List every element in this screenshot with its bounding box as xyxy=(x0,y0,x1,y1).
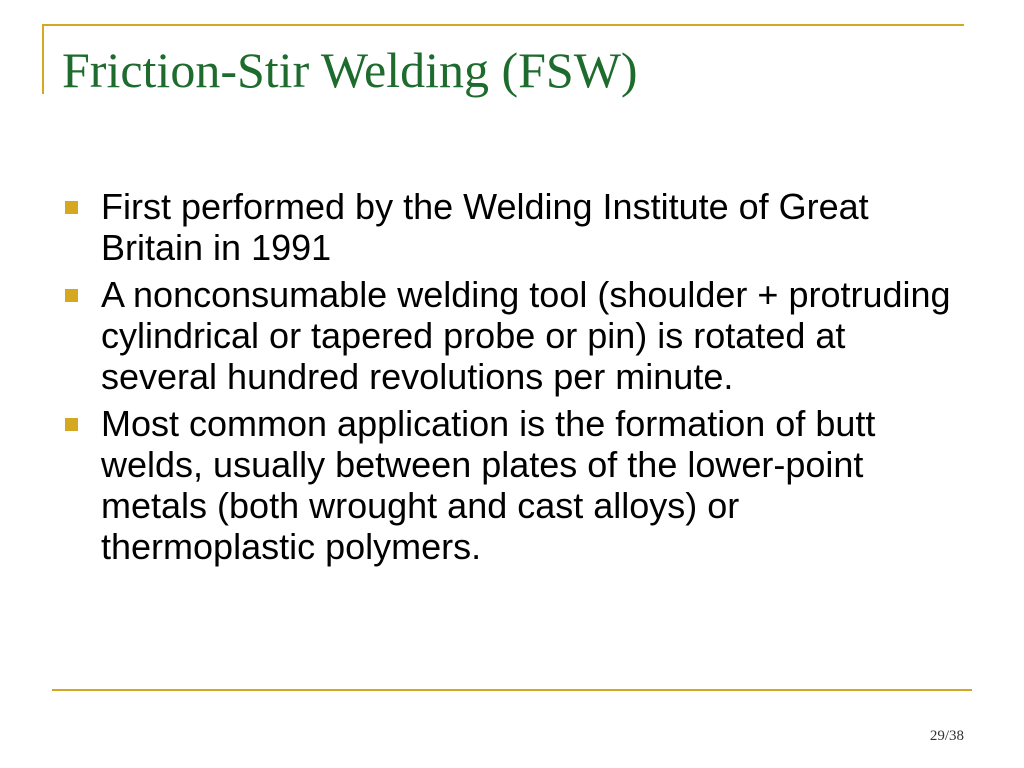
bullet-item xyxy=(62,274,962,397)
bullet-item xyxy=(62,403,962,567)
frame-top-line xyxy=(42,24,964,26)
bullet-text: First performed by the Welding Institute of Great Britain in 1991 xyxy=(101,186,869,268)
square-bullet-icon xyxy=(65,201,78,214)
bullet-text: A nonconsumable welding tool (shoulder + protruding cylindrical or tapered probe or pin) is rotated at several hundred revolutions per minute. xyxy=(101,274,951,397)
bullet-list xyxy=(62,186,962,573)
frame-bottom-line xyxy=(52,689,972,691)
slide-title: Friction-Stir Welding (FSW) xyxy=(62,42,638,98)
square-bullet-icon xyxy=(65,418,78,431)
square-bullet-icon xyxy=(65,289,78,302)
frame-left-line xyxy=(42,24,44,94)
bullet-text: Most common application is the formation of butt welds, usually between plates of the lower-point metals (both wrought and cast alloys) or thermoplastic polymers. xyxy=(101,403,876,567)
bullet-item xyxy=(62,186,962,268)
page-number: 29/38 xyxy=(929,728,964,744)
